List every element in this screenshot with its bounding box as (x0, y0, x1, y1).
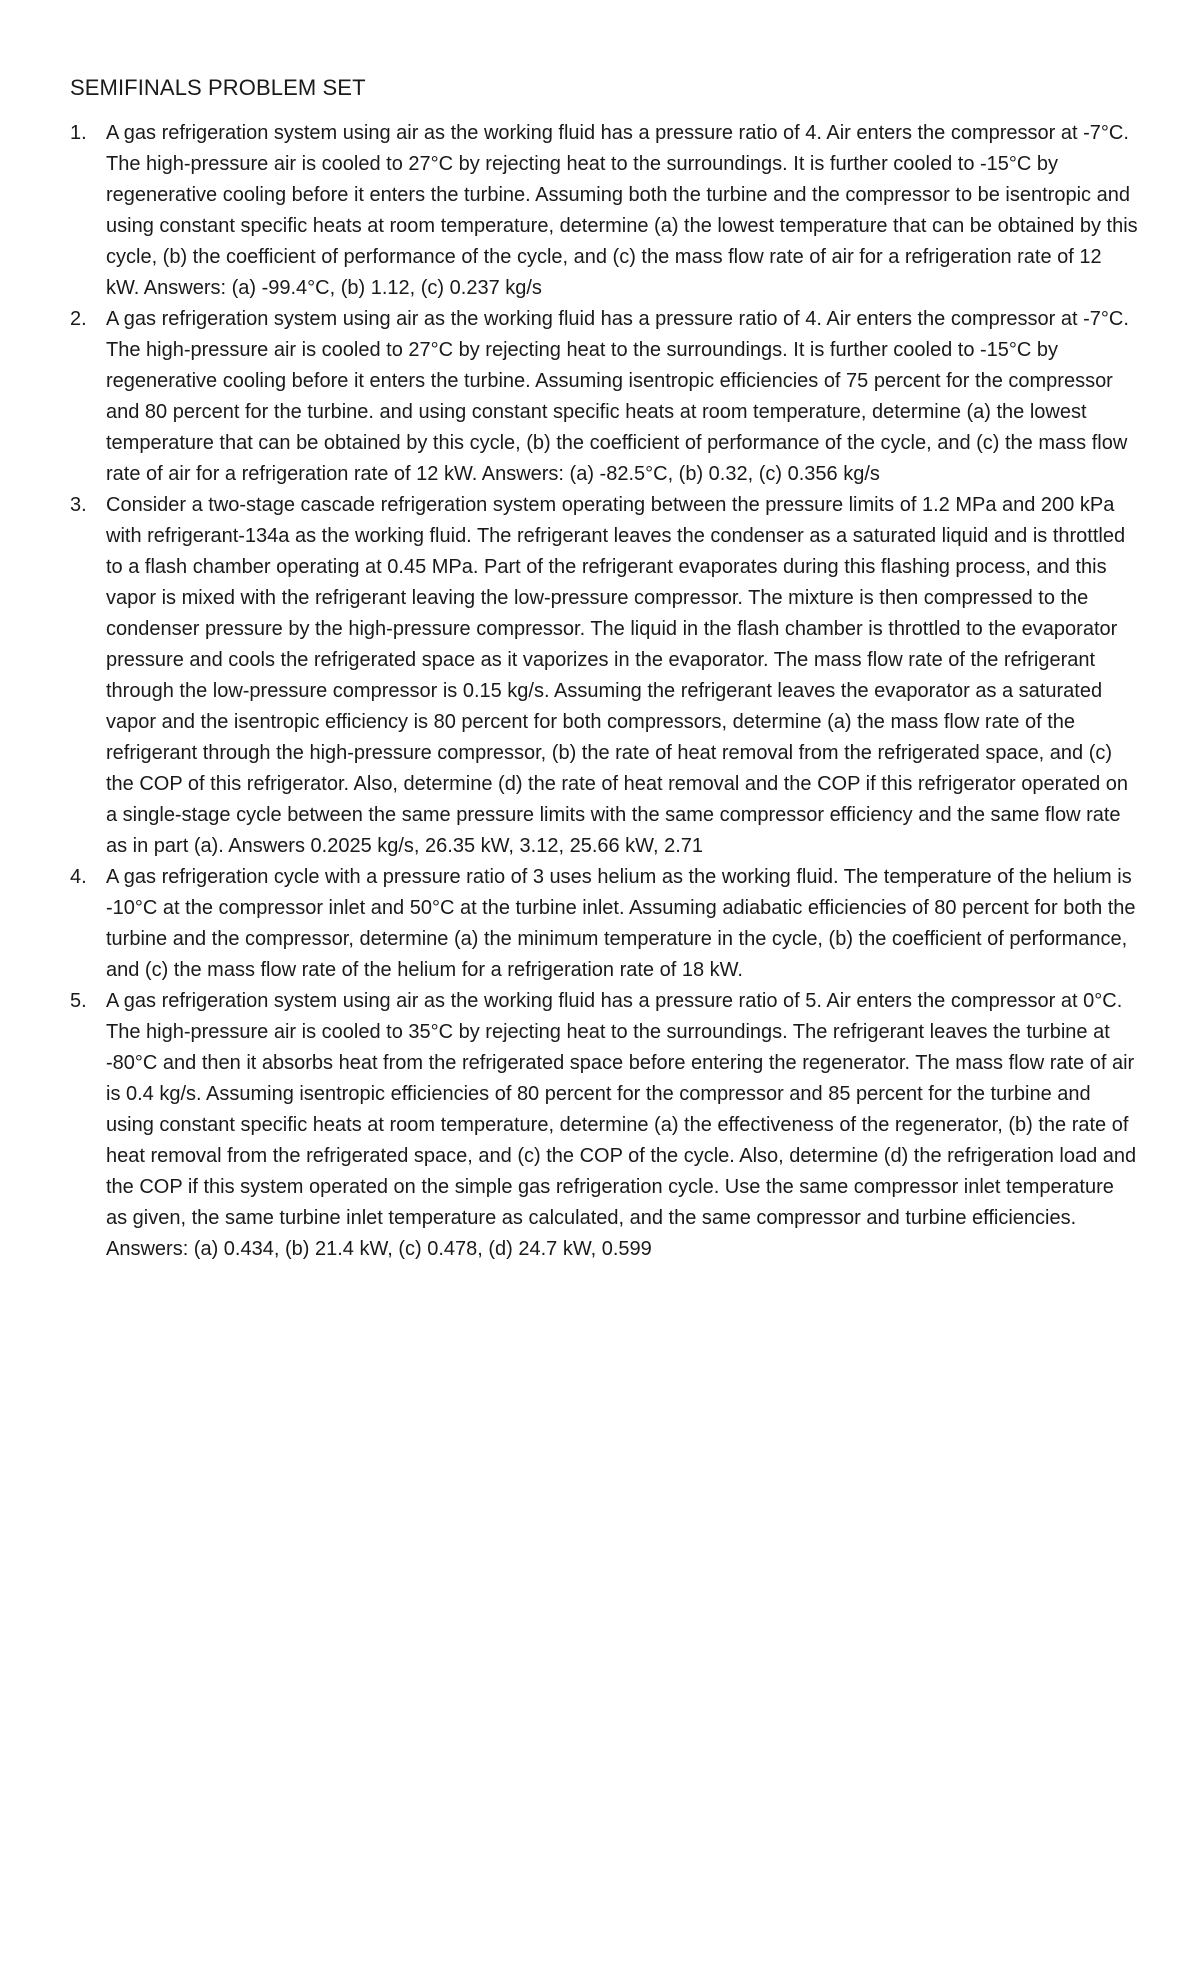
problem-item (70, 118, 1140, 304)
problem-number: 2. (70, 308, 87, 330)
problem-item (70, 304, 1140, 490)
problem-list (70, 118, 1140, 1265)
problem-number: 3. (70, 494, 87, 516)
problem-item (70, 862, 1140, 986)
document-page (70, 72, 1140, 1265)
problem-text: A gas refrigeration system using air as the working fluid has a pressure ratio of 4. Air enters the compressor at -7°C. The high-pressure air is cooled to 27°C by rejecting heat to the surroundings. It is further cooled to -15°C by regenerative cooling before it enters the turbine. Assuming isentropic efficiencies of 75 percent for the compressor and 80 percent for the turbine. and using constant specific heats at room temperature, determine (a) the lowest temperature that can be obtained by this cycle, (b) the coefficient of performance of the cycle, and (c) the mass flow rate of air for a refrigeration rate of 12 kW. Answers: (a) -82.5°C, (b) 0.32, (c) 0.356 kg/s (106, 308, 1129, 485)
problem-item (70, 490, 1140, 862)
document-title: SEMIFINALS PROBLEM SET (70, 75, 366, 100)
problem-text: A gas refrigeration system using air as the working fluid has a pressure ratio of 4. Air enters the compressor at -7°C. The high-pressure air is cooled to 27°C by rejecting heat to the surroundings. It is further cooled to -15°C by regenerative cooling before it enters the turbine. Assuming both the turbine and the compressor to be isentropic and using constant specific heats at room temperature, determine (a) the lowest temperature that can be obtained by this cycle, (b) the coefficient of performance of the cycle, and (c) the mass flow rate of air for a refrigeration rate of 12 kW. Answers: (a) -99.4°C, (b) 1.12, (c) 0.237 kg/s (106, 122, 1138, 299)
problem-text: A gas refrigeration cycle with a pressure ratio of 3 uses helium as the working fluid. The temperature of the helium is -10°C at the compressor inlet and 50°C at the turbine inlet. Assuming adiabatic efficiencies of 80 percent for both the turbine and the compressor, determine (a) the minimum temperature in the cycle, (b) the coefficient of performance, and (c) the mass flow rate of the helium for a refrigeration rate of 18 kW. (106, 866, 1136, 981)
problem-text: Consider a two-stage cascade refrigeration system operating between the pressure limits of 1.2 MPa and 200 kPa with refrigerant-134a as the working fluid. The refrigerant leaves the condenser as a saturated liquid and is throttled to a flash chamber operating at 0.45 MPa. Part of the refrigerant evaporates during this flashing process, and this vapor is mixed with the refrigerant leaving the low-pressure compressor. The mixture is then compressed to the condenser pressure by the high-pressure compressor. The liquid in the flash chamber is throttled to the evaporator pressure and cools the refrigerated space as it vaporizes in the evaporator. The mass flow rate of the refrigerant through the low-pressure compressor is 0.15 kg/s. Assuming the refrigerant leaves the evaporator as a saturated vapor and the isentropic efficiency is 80 percent for both compressors, determine (a) the mass flow rate of the refrigerant through the high-pressure compressor, (b) the rate of heat removal from the refrigerated space, and (c) the COP of this refrigerator. Also, determine (d) the rate of heat removal and the COP if this refrigerator operated on a single-stage cycle between the same pressure limits with the same compressor efficiency and the same flow rate as in part (a). Answers 0.2025 kg/s, 26.35 kW, 3.12, 25.66 kW, 2.71 (106, 494, 1129, 857)
problem-number: 1. (70, 122, 87, 144)
problem-text: A gas refrigeration system using air as the working fluid has a pressure ratio of 5. Air enters the compressor at 0°C. The high-pressure air is cooled to 35°C by rejecting heat to the surroundings. The refrigerant leaves the turbine at -80°C and then it absorbs heat from the refrigerated space before entering the regenerator. The mass flow rate of air is 0.4 kg/s. Assuming isentropic efficiencies of 80 percent for the compressor and 85 percent for the turbine and using constant specific heats at room temperature, determine (a) the effectiveness of the regenerator, (b) the rate of heat removal from the refrigerated space, and (c) the COP of the cycle. Also, determine (d) the refrigeration load and the COP if this system operated on the simple gas refrigeration cycle. Use the same compressor inlet temperature as given, the same turbine inlet temperature as calculated, and the same compressor and turbine efficiencies. Answers: (a) 0.434, (b) 21.4 kW, (c) 0.478, (d) 24.7 kW, 0.599 (106, 990, 1137, 1260)
problem-number: 5. (70, 990, 87, 1012)
problem-item (70, 986, 1140, 1265)
problem-number: 4. (70, 866, 87, 888)
